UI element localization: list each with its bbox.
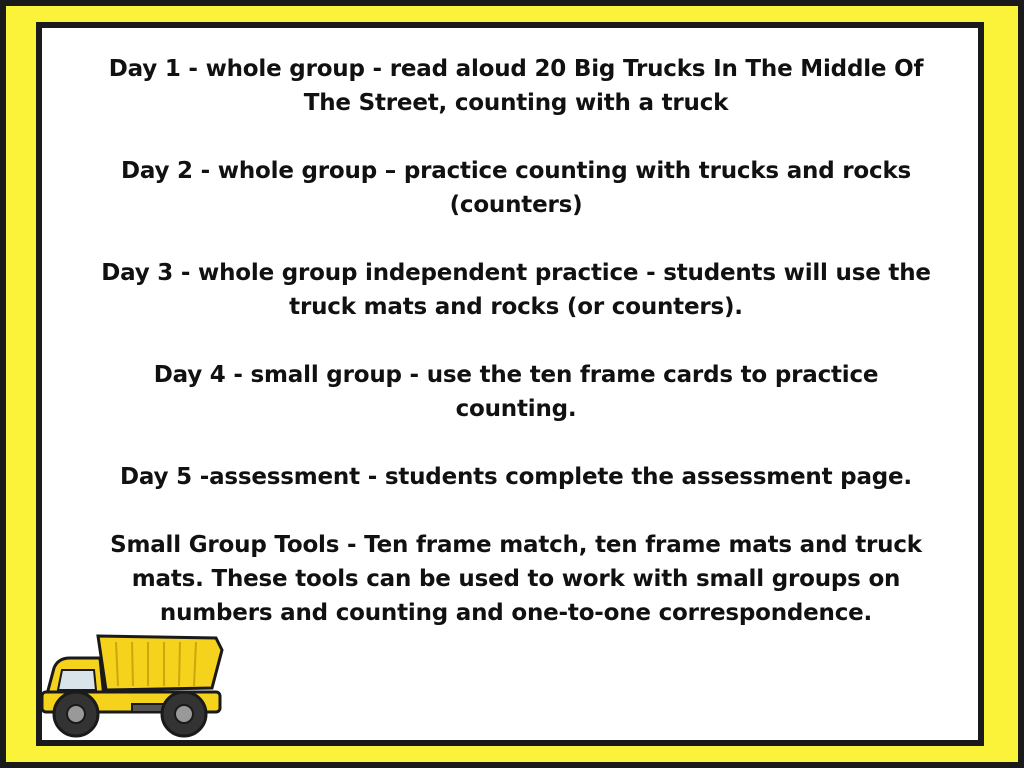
day-5-paragraph: Day 5 -assessment - students complete the assessment page. [120, 464, 912, 490]
day-1-paragraph: Day 1 - whole group - read aloud 20 Big Trucks In The Middle Of The Street, counting with a truck [108, 56, 924, 116]
day-4-paragraph: Day 4 - small group - use the ten frame cards to practice counting. [153, 362, 879, 422]
day-3-paragraph: Day 3 - whole group independent practice - students will use the truck mats and rocks (or counters). [101, 260, 931, 320]
day-2-paragraph: Day 2 - whole group – practice counting with trucks and rocks (counters) [120, 158, 912, 218]
small-group-tools-paragraph: Small Group Tools - Ten frame match, ten frame mats and truck mats. These tools can be used to work with small groups on numbers and counting and one-to-one correspondence. [110, 532, 922, 626]
lesson-plan-text [96, 52, 936, 630]
dump-truck-icon [36, 628, 226, 738]
